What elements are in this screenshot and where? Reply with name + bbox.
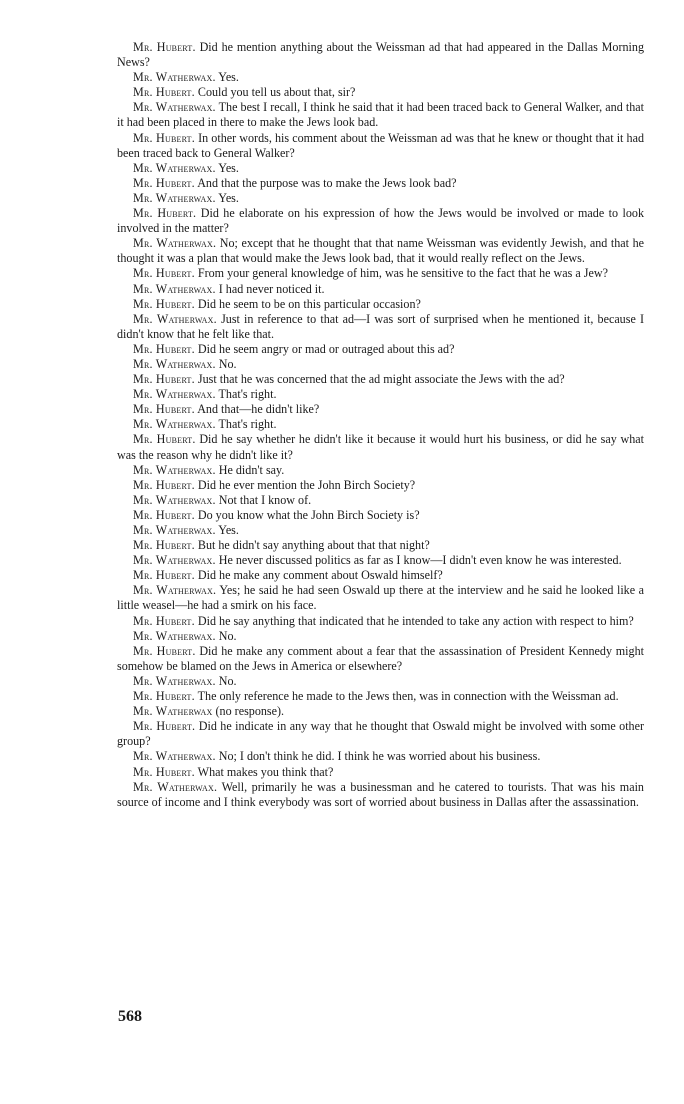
speaker-name: Mr. Hubert. bbox=[133, 613, 195, 628]
speech-text: No. bbox=[218, 673, 237, 688]
speech-text: Just that he was concerned that the ad might associate the Jews with the ad? bbox=[197, 372, 565, 387]
testimony-paragraph bbox=[117, 266, 644, 281]
testimony-paragraph bbox=[117, 176, 644, 191]
testimony-paragraph bbox=[117, 629, 644, 644]
testimony-paragraph bbox=[117, 719, 644, 749]
speech-text: He didn't say. bbox=[218, 462, 285, 477]
testimony-paragraph bbox=[117, 463, 644, 478]
speaker-name: Mr. Watherwax. bbox=[133, 462, 216, 477]
speaker-name: Mr. Hubert. bbox=[133, 266, 195, 281]
speech-text: Not that I know of. bbox=[218, 492, 312, 507]
testimony-paragraph bbox=[117, 478, 644, 493]
speaker-name: Mr. Hubert. bbox=[133, 719, 196, 734]
speech-text: Did he mention anything about the Weissman ad that had appeared in the Dallas Morning News? bbox=[117, 40, 645, 70]
speaker-name: Mr. Hubert. bbox=[133, 296, 195, 311]
speaker-name: Mr. Watherwax. bbox=[133, 779, 218, 794]
speech-text: I had never noticed it. bbox=[218, 281, 325, 296]
speech-text: Do you know what the John Birch Society is? bbox=[197, 507, 420, 522]
speech-text: Did he say anything that indicated that he intended to take any action with respect to him? bbox=[197, 613, 634, 628]
speaker-name: Mr. Hubert. bbox=[133, 507, 195, 522]
speaker-name: Mr. Hubert. bbox=[133, 402, 195, 417]
speaker-name: Mr. Watherwax. bbox=[133, 417, 216, 432]
speaker-name: Mr. Hubert. bbox=[133, 206, 197, 221]
testimony-paragraph bbox=[117, 85, 644, 100]
speaker-name: Mr. Watherwax. bbox=[133, 492, 216, 507]
testimony-paragraph bbox=[117, 538, 644, 553]
speaker-name: Mr. Hubert. bbox=[133, 764, 195, 779]
speaker-name: Mr. Hubert. bbox=[133, 689, 195, 704]
speech-text: That's right. bbox=[218, 417, 277, 432]
speech-text: No; except that he thought that that name Weissman was evidently Jewish, and that he thought it was a plan that would make the Jews look bad, that it would really reflect on the Jews. bbox=[117, 236, 644, 266]
page-number: 568 bbox=[118, 1008, 142, 1025]
testimony-paragraph bbox=[117, 131, 644, 161]
testimony-paragraph bbox=[117, 161, 644, 176]
speaker-name: Mr. Hubert. bbox=[133, 477, 195, 492]
speech-text: Did he ever mention the John Birch Society? bbox=[197, 477, 416, 492]
speech-text: Well, primarily he was a businessman and he catered to tourists. That was his main source of income and I think everybody was sort of worried about business in Dallas after the assassination. bbox=[117, 779, 644, 809]
speaker-name: Mr. Hubert. bbox=[133, 643, 196, 658]
speech-text: Did he say whether he didn't like it because it would hurt his business, or did he say what was the reason why he didn't like it? bbox=[117, 432, 644, 462]
testimony-paragraph bbox=[117, 402, 644, 417]
testimony-paragraph bbox=[117, 674, 644, 689]
speaker-name: Mr. Watherwax. bbox=[133, 673, 216, 688]
testimony-paragraph bbox=[117, 432, 644, 462]
speaker-name: Mr. Watherwax. bbox=[133, 583, 217, 598]
testimony-text bbox=[117, 40, 644, 810]
testimony-paragraph bbox=[117, 191, 644, 206]
speech-text: And that the purpose was to make the Jews look bad? bbox=[197, 175, 457, 190]
speech-text: Yes; he said he had seen Oswald up there at the interview and he said he looked like a little weasel—he had a smirk on his face. bbox=[117, 583, 645, 613]
speech-text: From your general knowledge of him, was he sensitive to the fact that he was a Jew? bbox=[197, 266, 608, 281]
speaker-name: Mr. Watherwax. bbox=[133, 160, 216, 175]
speaker-name: Mr. Watherwax. bbox=[133, 236, 217, 251]
speech-text: Yes. bbox=[218, 70, 239, 85]
speaker-name: Mr. Hubert. bbox=[133, 85, 195, 100]
speech-text: Did he seem to be on this particular occasion? bbox=[197, 296, 421, 311]
testimony-paragraph bbox=[117, 236, 644, 266]
speaker-name: Mr. Watherwax. bbox=[133, 311, 217, 326]
speaker-name: Mr. Watherwax. bbox=[133, 523, 216, 537]
testimony-paragraph bbox=[117, 780, 644, 810]
speaker-name: Mr. Watherwax. bbox=[133, 70, 216, 85]
testimony-paragraph bbox=[117, 583, 644, 613]
testimony-paragraph bbox=[117, 297, 644, 312]
speech-text: Did he seem angry or mad or outraged about this ad? bbox=[197, 341, 455, 356]
speech-text: Could you tell us about that, sir? bbox=[197, 85, 356, 100]
speech-text: The best I recall, I think he said that it had been traced back to General Walker, and that it had been placed in there to make the Jews look bad. bbox=[117, 100, 644, 130]
speech-text: No. bbox=[218, 356, 237, 371]
speech-text: But he didn't say anything about that that night? bbox=[197, 538, 430, 553]
speaker-name: Mr. Watherwax. bbox=[133, 749, 216, 764]
testimony-paragraph bbox=[117, 372, 644, 387]
testimony-paragraph bbox=[117, 70, 644, 85]
testimony-paragraph bbox=[117, 417, 644, 432]
speech-text: The only reference he made to the Jews then, was in connection with the Weissman ad. bbox=[197, 689, 619, 704]
speech-text: Yes. bbox=[218, 160, 239, 175]
speaker-name: Mr. Hubert. bbox=[133, 538, 195, 553]
testimony-paragraph bbox=[117, 206, 644, 236]
testimony-paragraph bbox=[117, 493, 644, 508]
testimony-paragraph bbox=[117, 749, 644, 764]
speech-text: No. bbox=[218, 628, 237, 643]
testimony-paragraph bbox=[117, 765, 644, 780]
speech-text: That's right. bbox=[218, 387, 277, 402]
speaker-name: Mr. Hubert. bbox=[133, 175, 195, 190]
speech-text: He never discussed politics as far as I know—I didn't even know he was interested. bbox=[218, 553, 622, 568]
testimony-paragraph bbox=[117, 689, 644, 704]
speech-text: Did he elaborate on his expression of how the Jews would be involved or made to look involved in the matter? bbox=[117, 206, 644, 236]
speaker-name: Mr. Hubert. bbox=[133, 130, 195, 145]
speaker-name: Mr. Watherwax. bbox=[133, 356, 216, 371]
speech-text: And that—he didn't like? bbox=[197, 402, 320, 417]
speech-text: Did he indicate in any way that he thought that Oswald might be involved with some other group? bbox=[117, 719, 645, 749]
speaker-name: Mr. Watherwax. bbox=[133, 553, 216, 568]
testimony-paragraph bbox=[117, 508, 644, 523]
speaker-name: Mr. Watherwax. bbox=[133, 281, 216, 296]
speaker-name: Mr. Hubert. bbox=[133, 40, 196, 54]
speech-text: Just in reference to that ad—I was sort of surprised when he mentioned it, because I didn't know that he felt like that. bbox=[117, 311, 645, 341]
speech-text: Did he make any comment about a fear that the assassination of President Kennedy might somehow be blamed on the Jews in America or elsewhere? bbox=[117, 643, 644, 673]
speaker-name: Mr. Watherwax. bbox=[133, 628, 216, 643]
speech-text: In other words, his comment about the Weissman ad was that he knew or thought that it had been traced back to General Walker? bbox=[117, 130, 645, 160]
testimony-paragraph bbox=[117, 357, 644, 372]
speaker-name: Mr. Watherwax. bbox=[133, 190, 216, 205]
speaker-name: Mr. Hubert. bbox=[133, 372, 195, 387]
speaker-name: Mr. Watherwax. bbox=[133, 387, 216, 402]
testimony-paragraph bbox=[117, 568, 644, 583]
testimony-paragraph bbox=[117, 387, 644, 402]
testimony-paragraph bbox=[117, 40, 644, 70]
speaker-name: Mr. Hubert. bbox=[133, 341, 195, 356]
testimony-paragraph bbox=[117, 553, 644, 568]
speaker-name: Mr. Watherwax. bbox=[133, 100, 216, 115]
testimony-paragraph bbox=[117, 100, 644, 130]
speech-text: No; I don't think he did. I think he was worried about his business. bbox=[218, 749, 541, 764]
testimony-paragraph bbox=[117, 523, 644, 538]
testimony-paragraph bbox=[117, 644, 644, 674]
speaker-name: Mr. Hubert. bbox=[133, 432, 196, 447]
speech-text: Yes. bbox=[218, 190, 239, 205]
testimony-paragraph bbox=[117, 282, 644, 297]
testimony-paragraph bbox=[117, 614, 644, 629]
testimony-paragraph bbox=[117, 312, 644, 342]
speech-text: (no response). bbox=[215, 704, 285, 719]
speech-text: Did he make any comment about Oswald himself? bbox=[197, 568, 443, 583]
testimony-paragraph bbox=[117, 704, 644, 719]
speaker-name: Mr. Hubert. bbox=[133, 568, 195, 583]
speaker-name: Mr. Watherwax bbox=[133, 704, 213, 719]
testimony-paragraph bbox=[117, 342, 644, 357]
speech-text: Yes. bbox=[218, 523, 239, 537]
speech-text: What makes you think that? bbox=[197, 764, 334, 779]
